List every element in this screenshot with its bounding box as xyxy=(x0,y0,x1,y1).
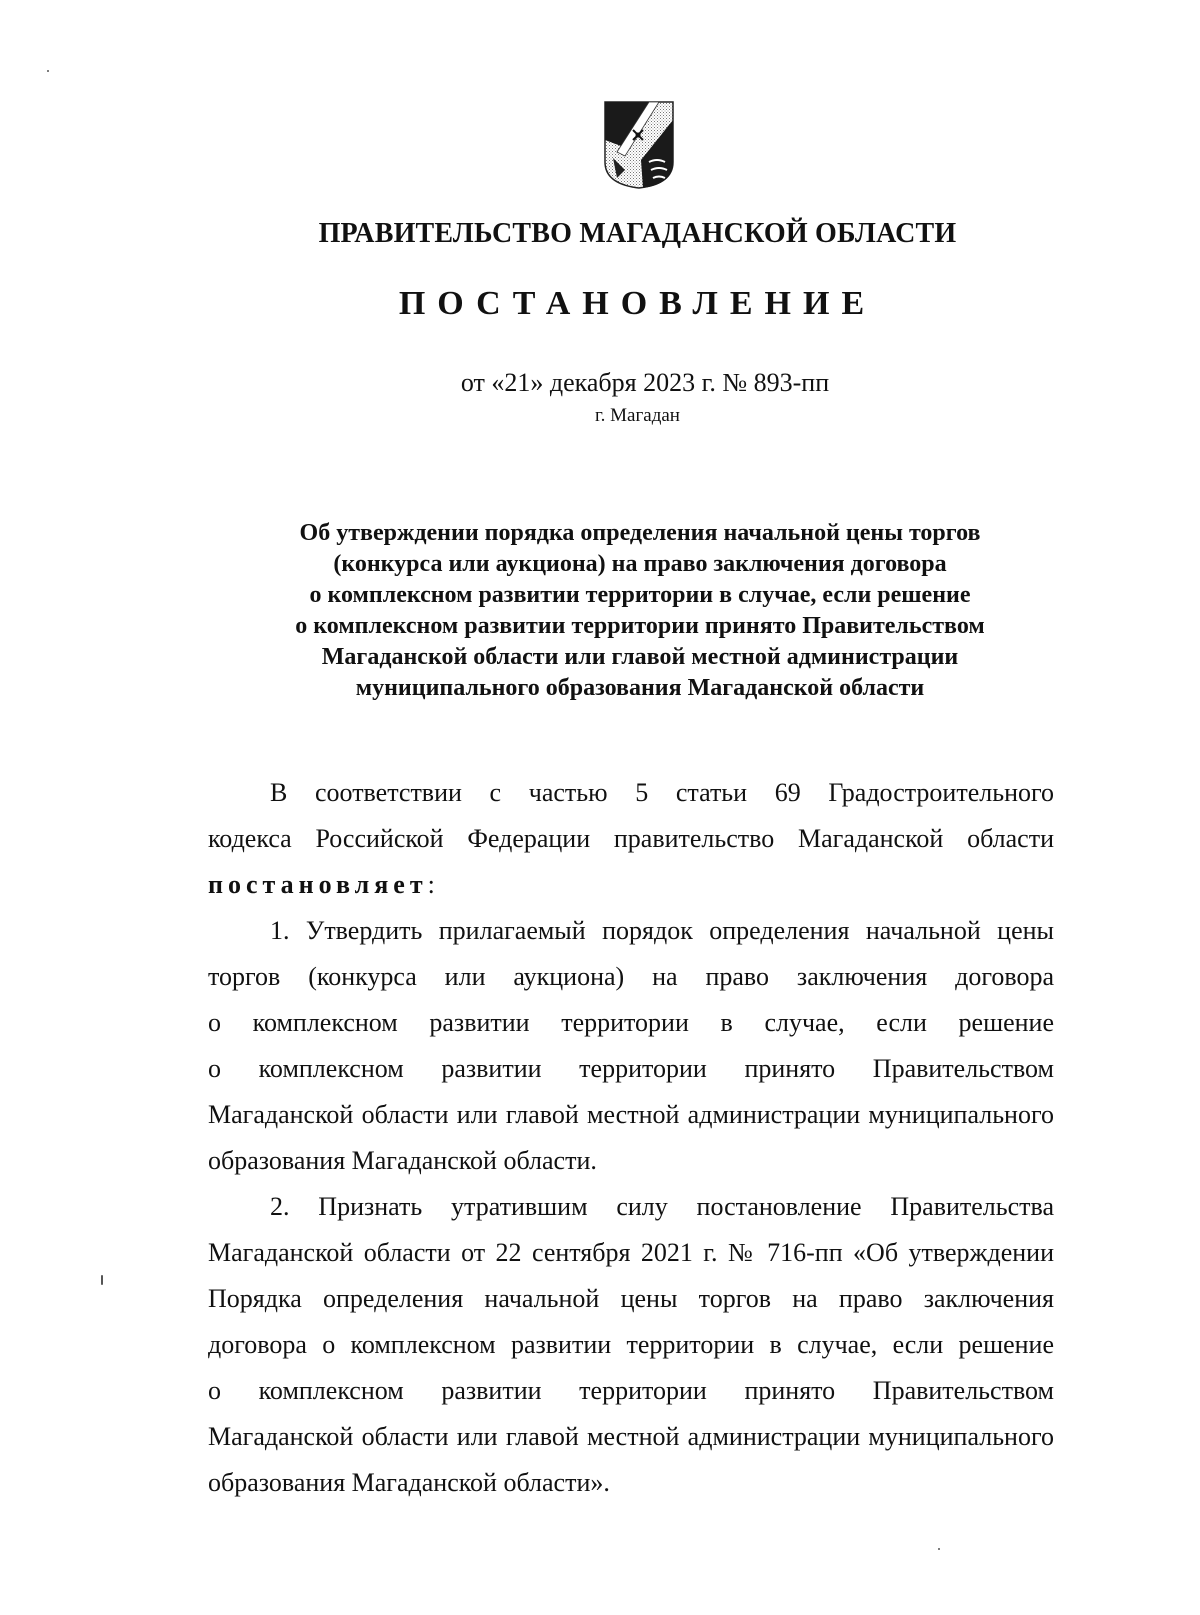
resolves-colon: : xyxy=(427,870,435,899)
title-line: о комплексном развитии территории в случае, если решение xyxy=(309,582,971,608)
scan-speck xyxy=(938,1548,940,1550)
title-line: Магаданской области или главой местной администрации xyxy=(321,644,959,670)
title-line: муниципального образования Магаданской области xyxy=(355,675,925,701)
title-line: о комплексном развитии территории принято Правительством xyxy=(295,613,985,639)
resolves-word: постановляет xyxy=(208,870,428,899)
paragraph-item-2 xyxy=(208,1184,1054,1506)
document-city: г. Магадан xyxy=(595,405,680,426)
body-line: кодекса Российской Федерации правительство Магаданской области xyxy=(208,824,1054,853)
body-line: Порядка определения начальной цены торгов на право заключения xyxy=(208,1284,1054,1313)
body-line: о комплексном развитии территории принято Правительством xyxy=(208,1054,1054,1083)
body-line: о комплексном развитии территории принято Правительством xyxy=(208,1376,1054,1405)
title-line: Об утверждении порядка определения начальной цены торгов xyxy=(299,520,981,546)
body-line: В соответствии с частью 5 статьи 69 Градостроительного xyxy=(270,778,1054,807)
body-line: Магаданской области от 22 сентября 2021 г. № 716-пп «Об утверждении xyxy=(208,1238,1054,1267)
preamble-paragraph xyxy=(208,770,1054,908)
body-line: 1. Утвердить прилагаемый порядок определения начальной цены xyxy=(270,916,1054,945)
document-title xyxy=(150,518,1130,704)
body-line: торгов (конкурса или аукциона) на право заключения договора xyxy=(208,962,1054,991)
document-type: ПОСТАНОВЛЕНИЕ xyxy=(398,285,877,322)
body-line: образования Магаданской области. xyxy=(208,1146,597,1175)
scan-speck xyxy=(101,1275,103,1285)
scan-speck xyxy=(47,70,49,72)
body-line: договора о комплексном развитии территории в случае, если решение xyxy=(208,1330,1054,1359)
resolves-line xyxy=(208,862,1054,908)
document-date-number: от «21» декабря 2023 г. № 893-пп xyxy=(460,368,830,397)
title-line: (конкурса или аукциона) на право заключения договора xyxy=(333,551,947,577)
body-line: Магаданской области или главой местной администрации муниципального xyxy=(208,1422,1054,1451)
body-line: Магаданской области или главой местной администрации муниципального xyxy=(208,1100,1054,1129)
body-line: о комплексном развитии территории в случае, если решение xyxy=(208,1008,1054,1037)
document-body xyxy=(208,770,1054,1506)
paragraph-item-1 xyxy=(208,908,1054,1184)
body-line: образования Магаданской области». xyxy=(208,1468,610,1497)
organization-name: ПРАВИТЕЛЬСТВО МАГАДАНСКОЙ ОБЛАСТИ xyxy=(318,218,957,249)
body-line: 2. Признать утратившим силу постановление Правительства xyxy=(270,1192,1054,1221)
magadan-coat-of-arms-icon xyxy=(603,100,675,190)
